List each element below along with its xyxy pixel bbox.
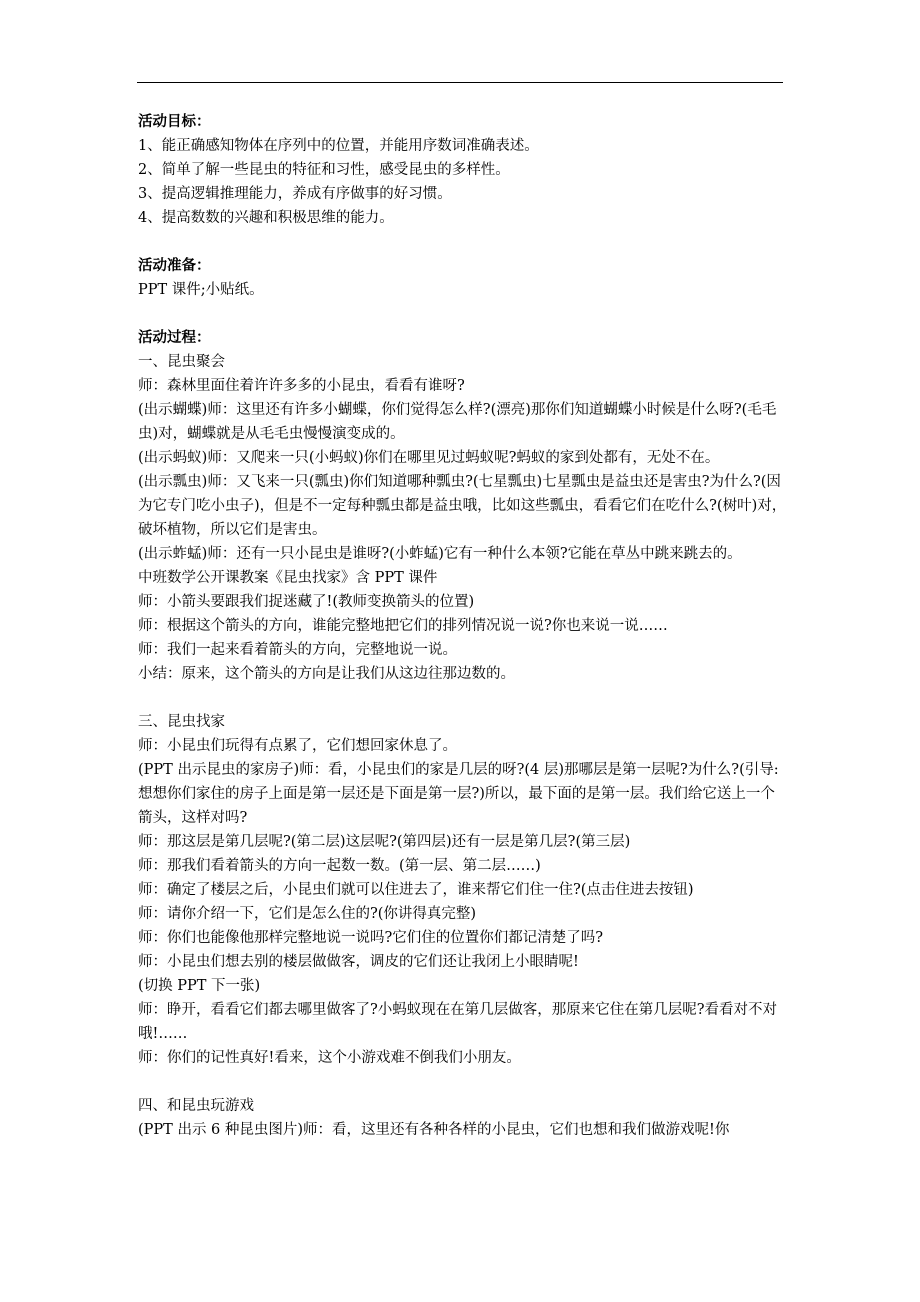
paragraph: 师：睁开，看看它们都去哪里做客了?小蚂蚁现在在第几层做客，那原来它住在第几层呢?看看对不对哦!…… <box>138 1002 778 1042</box>
paragraph: 师：你们也能像他那样完整地说一说吗?它们住的位置你们都记清楚了吗? <box>138 930 604 946</box>
goal-item: 1、能正确感知物体在序列中的位置，并能用序数词准确表述。 <box>138 138 539 154</box>
paragraph: 师：小箭头要跟我们捉迷藏了!(教师变换箭头的位置) <box>138 594 475 610</box>
paragraph: 师：那我们看着箭头的方向一起数一数。(第一层、第二层……) <box>138 858 541 874</box>
goal-item: 3、提高逻辑推理能力，养成有序做事的好习惯。 <box>138 186 452 202</box>
section-title: 四、和昆虫玩游戏 <box>138 1098 254 1114</box>
summary: 小结：原来，这个箭头的方向是让我们从这边往那边数的。 <box>138 666 515 682</box>
goal-item: 2、简单了解一些昆虫的特征和习性，感受昆虫的多样性。 <box>138 162 510 178</box>
paragraph: 师：那这层是第几层呢?(第二层)这层呢?(第四层)还有一层是第几层?(第三层) <box>138 834 631 850</box>
paragraph: (出示蚂蚁)师：又爬来一只(小蚂蚁)你们在哪里见过蚂蚁呢?蚂蚁的家到处都有，无处不在。 <box>138 450 720 466</box>
paragraph: 师：你们的记性真好!看来，这个小游戏难不倒我们小朋友。 <box>138 1050 521 1066</box>
goal-item: 4、提高数数的兴趣和积极思维的能力。 <box>138 210 394 226</box>
paragraph: 师：小昆虫们想去别的楼层做做客，调皮的它们还让我闭上小眼睛呢! <box>138 954 579 970</box>
prep-heading: 活动准备： <box>138 257 211 274</box>
paragraph: (PPT 出示 6 种昆虫图片)师：看，这里还有各种各样的小昆虫，它们也想和我们做游戏呢!你 <box>138 1122 730 1138</box>
goals-heading: 活动目标： <box>138 113 211 130</box>
process-heading: 活动过程： <box>138 329 211 346</box>
paragraph: 中班数学公开课教案《昆虫找家》含 PPT 课件 <box>138 570 438 586</box>
paragraph: 师：确定了楼层之后，小昆虫们就可以住进去了，谁来帮它们住一住?(点击住进去按钮) <box>138 882 694 898</box>
header-rule <box>137 82 783 83</box>
paragraph: 师：请你介绍一下，它们是怎么住的?(你讲得真完整) <box>138 906 477 922</box>
paragraph: 师：森林里面住着许许多多的小昆虫，看看有谁呀? <box>138 378 465 394</box>
paragraph: (PPT 出示昆虫的家房子)师：看，小昆虫们的家是几层的呀?(4 层)那哪层是第一层呢?为什么?(引导:想想你们家住的房子上面是第一层还是下面是第一层?)所以，最下面的是第一层。我们给它送上一个箭头，这样对吗? <box>138 762 779 826</box>
document-body <box>138 110 788 1142</box>
prep-text: PPT 课件;小贴纸。 <box>138 282 264 298</box>
paragraph: 师：我们一起来看着箭头的方向，完整地说一说。 <box>138 642 457 658</box>
paragraph: (出示蝴蝶)师：这里还有许多小蝴蝶，你们觉得怎么样?(漂亮)那你们知道蝴蝶小时候是什么呀?(毛毛虫)对，蝴蝶就是从毛毛虫慢慢演变成的。 <box>138 402 777 442</box>
section-title: 三、昆虫找家 <box>138 714 225 730</box>
section-title: 一、昆虫聚会 <box>138 354 225 370</box>
paragraph: (出示瓢虫)师：又飞来一只(瓢虫)你们知道哪种瓢虫?(七星瓢虫)七星瓢虫是益虫还是害虫?为什么?(因为它专门吃小虫子)，但是不一定每种瓢虫都是益虫哦，比如这些瓢虫，看看它们在吃什么?(树叶)对，破坏植物，所以它们是害虫。 <box>138 474 787 538</box>
paragraph: 师：小昆虫们玩得有点累了，它们想回家休息了。 <box>138 738 457 754</box>
paragraph: 师：根据这个箭头的方向，谁能完整地把它们的排列情况说一说?你也来说一说…… <box>138 618 668 634</box>
paragraph: (出示蚱蜢)师：还有一只小昆虫是谁呀?(小蚱蜢)它有一种什么本领?它能在草丛中跳来跳去的。 <box>138 546 742 562</box>
paragraph: (切换 PPT 下一张) <box>138 978 261 994</box>
